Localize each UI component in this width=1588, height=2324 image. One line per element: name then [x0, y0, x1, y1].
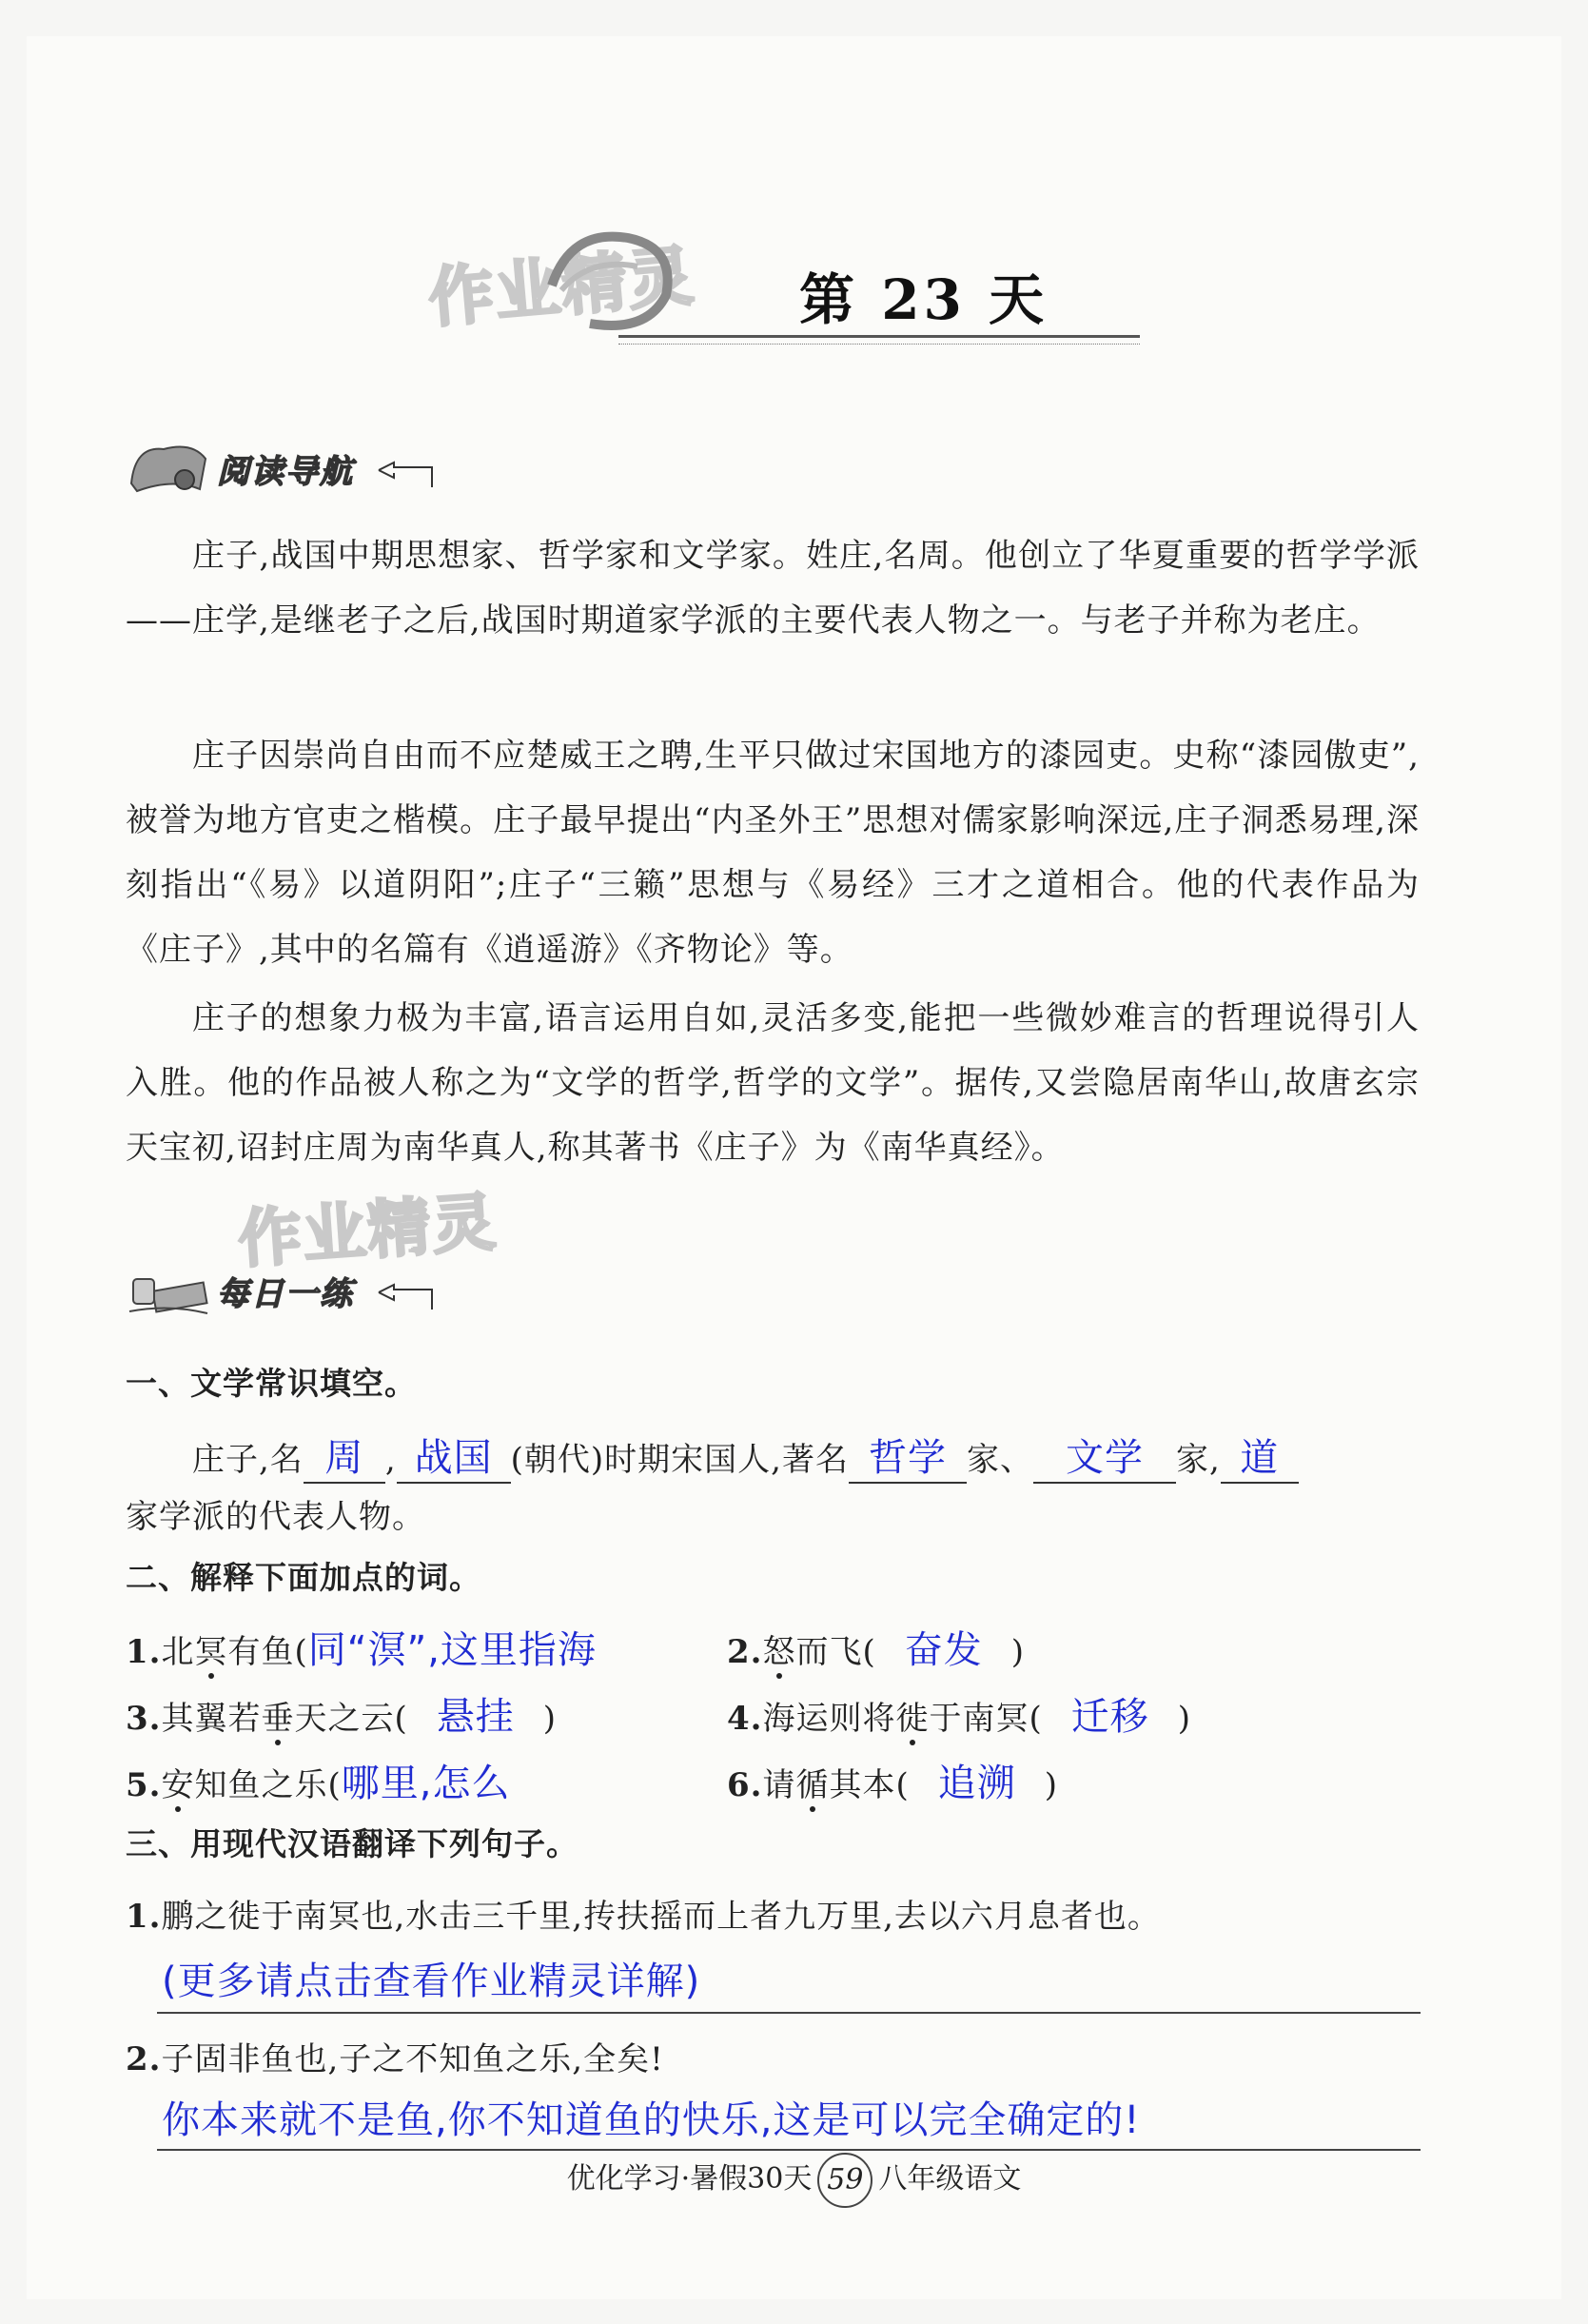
reading-paragraph-3: 庄子的想象力极为丰富,语言运用自如,灵活多变,能把一些微妙难言的哲理说得引人入胜。他的作品被人称之为“文学的哲学,哲学的文学”。据传,又尝隐居南华山,故唐玄宗天宝初,诏封庄周为南华真人,称其著书《庄子》为《南华真经》。: [126, 999, 1420, 1167]
question-text: 鹏之徙于南冥也,水击三千里,抟扶摇而上者九万里,去以六月息者也。: [161, 1898, 1161, 1936]
word-item-6: [727, 1753, 1058, 1807]
item-answer[interactable]: 追溯: [937, 1762, 1016, 1805]
answer-rule-2: [157, 2149, 1421, 2151]
item-number: 6.: [727, 1766, 763, 1804]
answer-school[interactable]: 道: [1221, 1428, 1299, 1484]
footer-grade-subject: 八年级语文: [878, 2162, 1022, 2196]
left-arrow-icon: [375, 457, 440, 491]
reading-guide-label: 阅读导航: [217, 453, 354, 491]
item-number: 2.: [727, 1633, 763, 1671]
answer-role1[interactable]: 哲学: [849, 1428, 967, 1484]
item-text: ): [1177, 1700, 1192, 1738]
reading-paragraph-1: 庄子,战国中期思想家、哲学家和文学家。姓庄,名周。他创立了华夏重要的哲学学派——庄学,是继老子之后,战国时期道家学派的主要代表人物之一。与老子并称为老庄。: [126, 537, 1420, 640]
item-text: 其翼若: [161, 1700, 262, 1738]
item-text: 于南冥(: [929, 1700, 1043, 1738]
answer-rule-1: [157, 2012, 1421, 2014]
item-text: 北: [161, 1633, 195, 1671]
item-answer[interactable]: 哪里,怎么: [341, 1762, 511, 1805]
item-answer[interactable]: 同“溟”,这里指海: [307, 1628, 597, 1672]
dotted-word: 怒: [762, 1633, 796, 1671]
word-item-1: [126, 1620, 597, 1674]
fill-text: (朝代)时期宋国人,著名: [510, 1441, 849, 1479]
item-number: 4.: [727, 1700, 763, 1738]
dotted-word: 安: [161, 1766, 195, 1804]
daily-practice-banner: [126, 1258, 440, 1325]
fill-text: 庄子,名: [192, 1441, 304, 1479]
item-text: ): [1044, 1766, 1059, 1804]
dotted-word: 循: [795, 1766, 830, 1804]
dotted-word: 垂: [261, 1700, 295, 1738]
section1-fill-line: [192, 1428, 1299, 1484]
translate-question-1: [126, 1890, 1161, 1937]
title-rule: [618, 335, 1140, 345]
answer-era[interactable]: 战国: [397, 1428, 511, 1484]
fill-text: ,: [384, 1441, 397, 1479]
page-number: 59: [817, 2153, 872, 2208]
item-text: 其本(: [829, 1766, 910, 1804]
day-title: 第 23 天: [799, 267, 1049, 332]
dotted-word: 冥: [194, 1633, 228, 1671]
item-answer[interactable]: 奋发: [904, 1628, 983, 1672]
item-text: 而飞(: [795, 1633, 876, 1671]
item-text: 请: [762, 1766, 796, 1804]
item-text: 天之云(: [294, 1700, 408, 1738]
item-text: 知鱼之乐(: [194, 1766, 342, 1804]
item-text: 海运则将: [762, 1700, 896, 1738]
header-swoosh-decoration: [533, 219, 695, 343]
page-footer: [0, 2153, 1588, 2208]
reading-paragraph-2: 庄子因崇尚自由而不应楚威王之聘,生平只做过宋国地方的漆园吏。史称“漆园傲吏”,被誉为地方官吏之楷模。庄子最早提出“内圣外王”思想对儒家影响深远,庄子洞悉易理,深刻指出“《易》以道阴阳”;庄子“三籁”思想与《易经》三才之道相合。他的代表作品为《庄子》,其中的名篇有《逍遥游》《齐物论》等。: [126, 737, 1420, 969]
item-answer[interactable]: 迁移: [1070, 1695, 1149, 1739]
left-arrow-icon: [375, 1279, 440, 1313]
watermark-middle: 作业精灵: [236, 1185, 500, 1277]
translate-answer-2[interactable]: 你本来就不是鱼,你不知道鱼的快乐,这是可以完全确定的!: [162, 2098, 1141, 2142]
translate-answer-1[interactable]: (更多请点击查看作业精灵详解): [162, 1960, 701, 2003]
answer-name[interactable]: 周: [304, 1428, 385, 1484]
question-number: 2.: [126, 2040, 162, 2078]
word-item-3: [126, 1686, 557, 1741]
fill-text: 家、: [966, 1441, 1033, 1479]
translate-question-2: [126, 2033, 664, 2079]
watermark-top: 作业精灵: [425, 238, 698, 338]
answer-role2[interactable]: 文学: [1033, 1428, 1176, 1484]
section3-heading: 三、用现代汉语翻译下列句子。: [126, 1825, 578, 1862]
item-text: ): [542, 1700, 558, 1738]
word-item-5: [126, 1753, 510, 1807]
daily-practice-label: 每日一练: [217, 1275, 354, 1313]
section1-fill-line-end: 家学派的代表人物。: [126, 1498, 425, 1536]
word-item-2: [727, 1620, 1025, 1674]
fill-text: 家,: [1175, 1441, 1221, 1479]
item-number: 5.: [126, 1766, 162, 1804]
section2-heading: 二、解释下面加点的词。: [126, 1559, 481, 1596]
books-cup-icon: [126, 1258, 211, 1319]
word-item-4: [727, 1686, 1191, 1741]
section1-heading: 一、文学常识填空。: [126, 1365, 417, 1402]
item-text: 有鱼(: [227, 1633, 308, 1671]
question-text: 子固非鱼也,子之不知鱼之乐,全矣!: [161, 2040, 664, 2078]
book-scroll-icon: [126, 436, 211, 497]
dotted-word: 徙: [895, 1700, 930, 1738]
reading-guide-banner: [126, 436, 440, 502]
item-number: 3.: [126, 1700, 162, 1738]
item-text: ): [1010, 1633, 1026, 1671]
item-answer[interactable]: 悬挂: [436, 1695, 515, 1739]
item-number: 1.: [126, 1633, 162, 1671]
question-number: 1.: [126, 1898, 162, 1936]
footer-book-title: 优化学习·暑假30天: [566, 2162, 813, 2196]
